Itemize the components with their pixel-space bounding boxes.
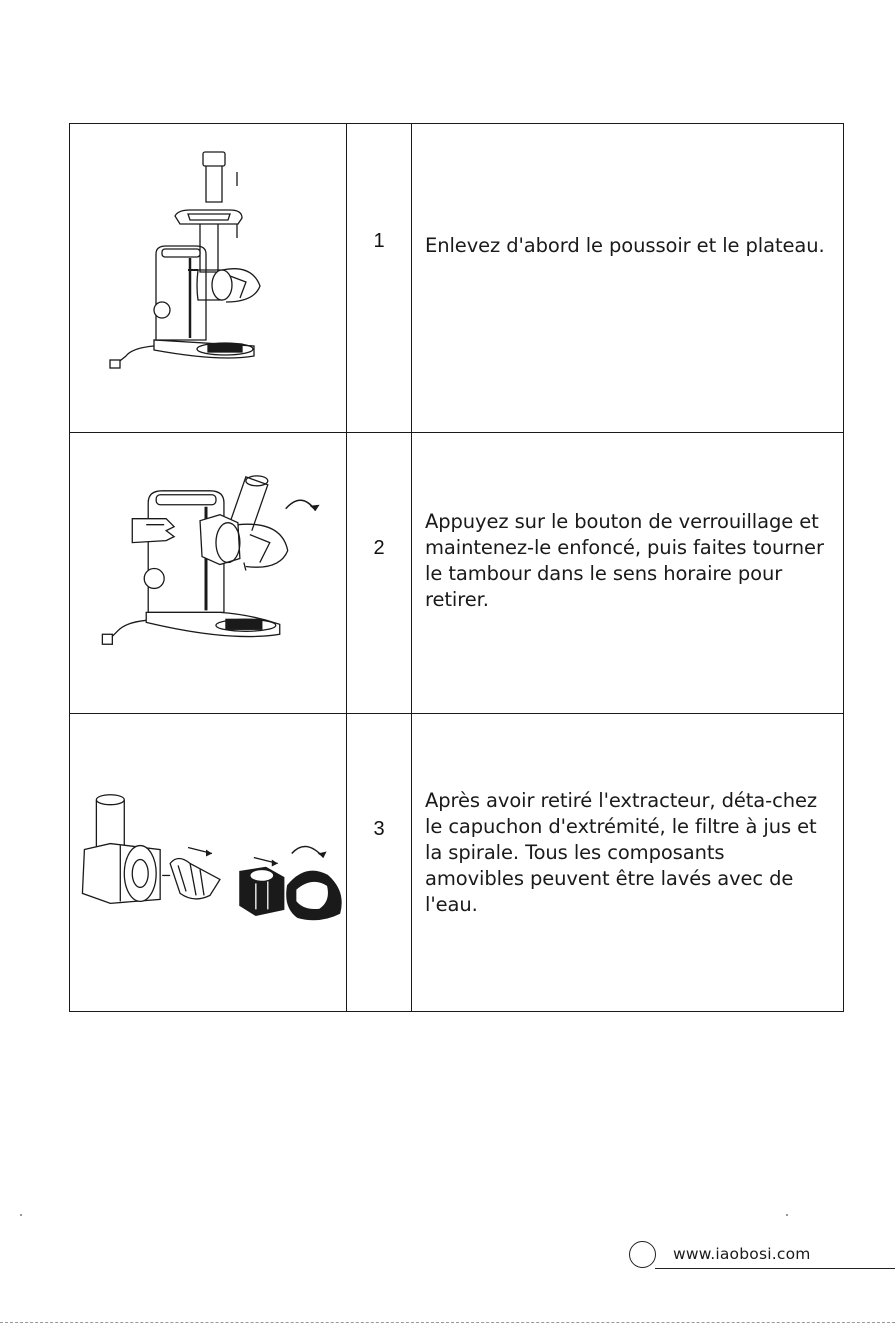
circle-icon bbox=[629, 1241, 656, 1268]
step-1-image-cell bbox=[70, 124, 346, 432]
step-text: Enlevez d'abord le poussoir et le plateau. bbox=[425, 234, 825, 257]
corner-mark bbox=[20, 1214, 22, 1216]
corner-mark bbox=[786, 1214, 788, 1216]
instructions-table bbox=[69, 123, 844, 1012]
step-3-text-cell bbox=[412, 714, 843, 1012]
step-text: Après avoir retiré l'extracteur, déta-chez le capuchon d'extrémité, le filtre à jus et la spirale. Tous les composants amovibles peuvent être lavés avec de l'eau. bbox=[425, 789, 817, 916]
step-3-number-cell bbox=[346, 714, 412, 1012]
step-1-number-cell bbox=[346, 124, 412, 432]
step-row-3 bbox=[70, 713, 843, 1012]
step-number: 2 bbox=[373, 537, 385, 559]
step-2-number-cell bbox=[346, 433, 412, 713]
step-row-1 bbox=[70, 124, 843, 432]
step-2-image-cell bbox=[70, 433, 346, 713]
step-number: 1 bbox=[373, 230, 385, 252]
step-number: 3 bbox=[373, 818, 385, 840]
page-edge-dashes bbox=[0, 1322, 895, 1323]
step-2-text-cell bbox=[412, 433, 843, 713]
footer-url: www.iaobosi.com bbox=[673, 1245, 811, 1263]
juicer-pusher-tray-illustration bbox=[70, 124, 346, 432]
step-1-text-cell bbox=[412, 124, 843, 432]
juicer-parts-illustration bbox=[70, 714, 346, 1012]
step-text: Appuyez sur le bouton de verrouillage et maintenez-le enfoncé, puis faites tourner le tambour dans le sens horaire pour retirer. bbox=[425, 510, 824, 611]
step-3-image-cell bbox=[70, 714, 346, 1012]
footer-rule bbox=[655, 1268, 895, 1269]
step-row-2 bbox=[70, 432, 843, 713]
juicer-lock-rotate-illustration bbox=[70, 433, 346, 713]
